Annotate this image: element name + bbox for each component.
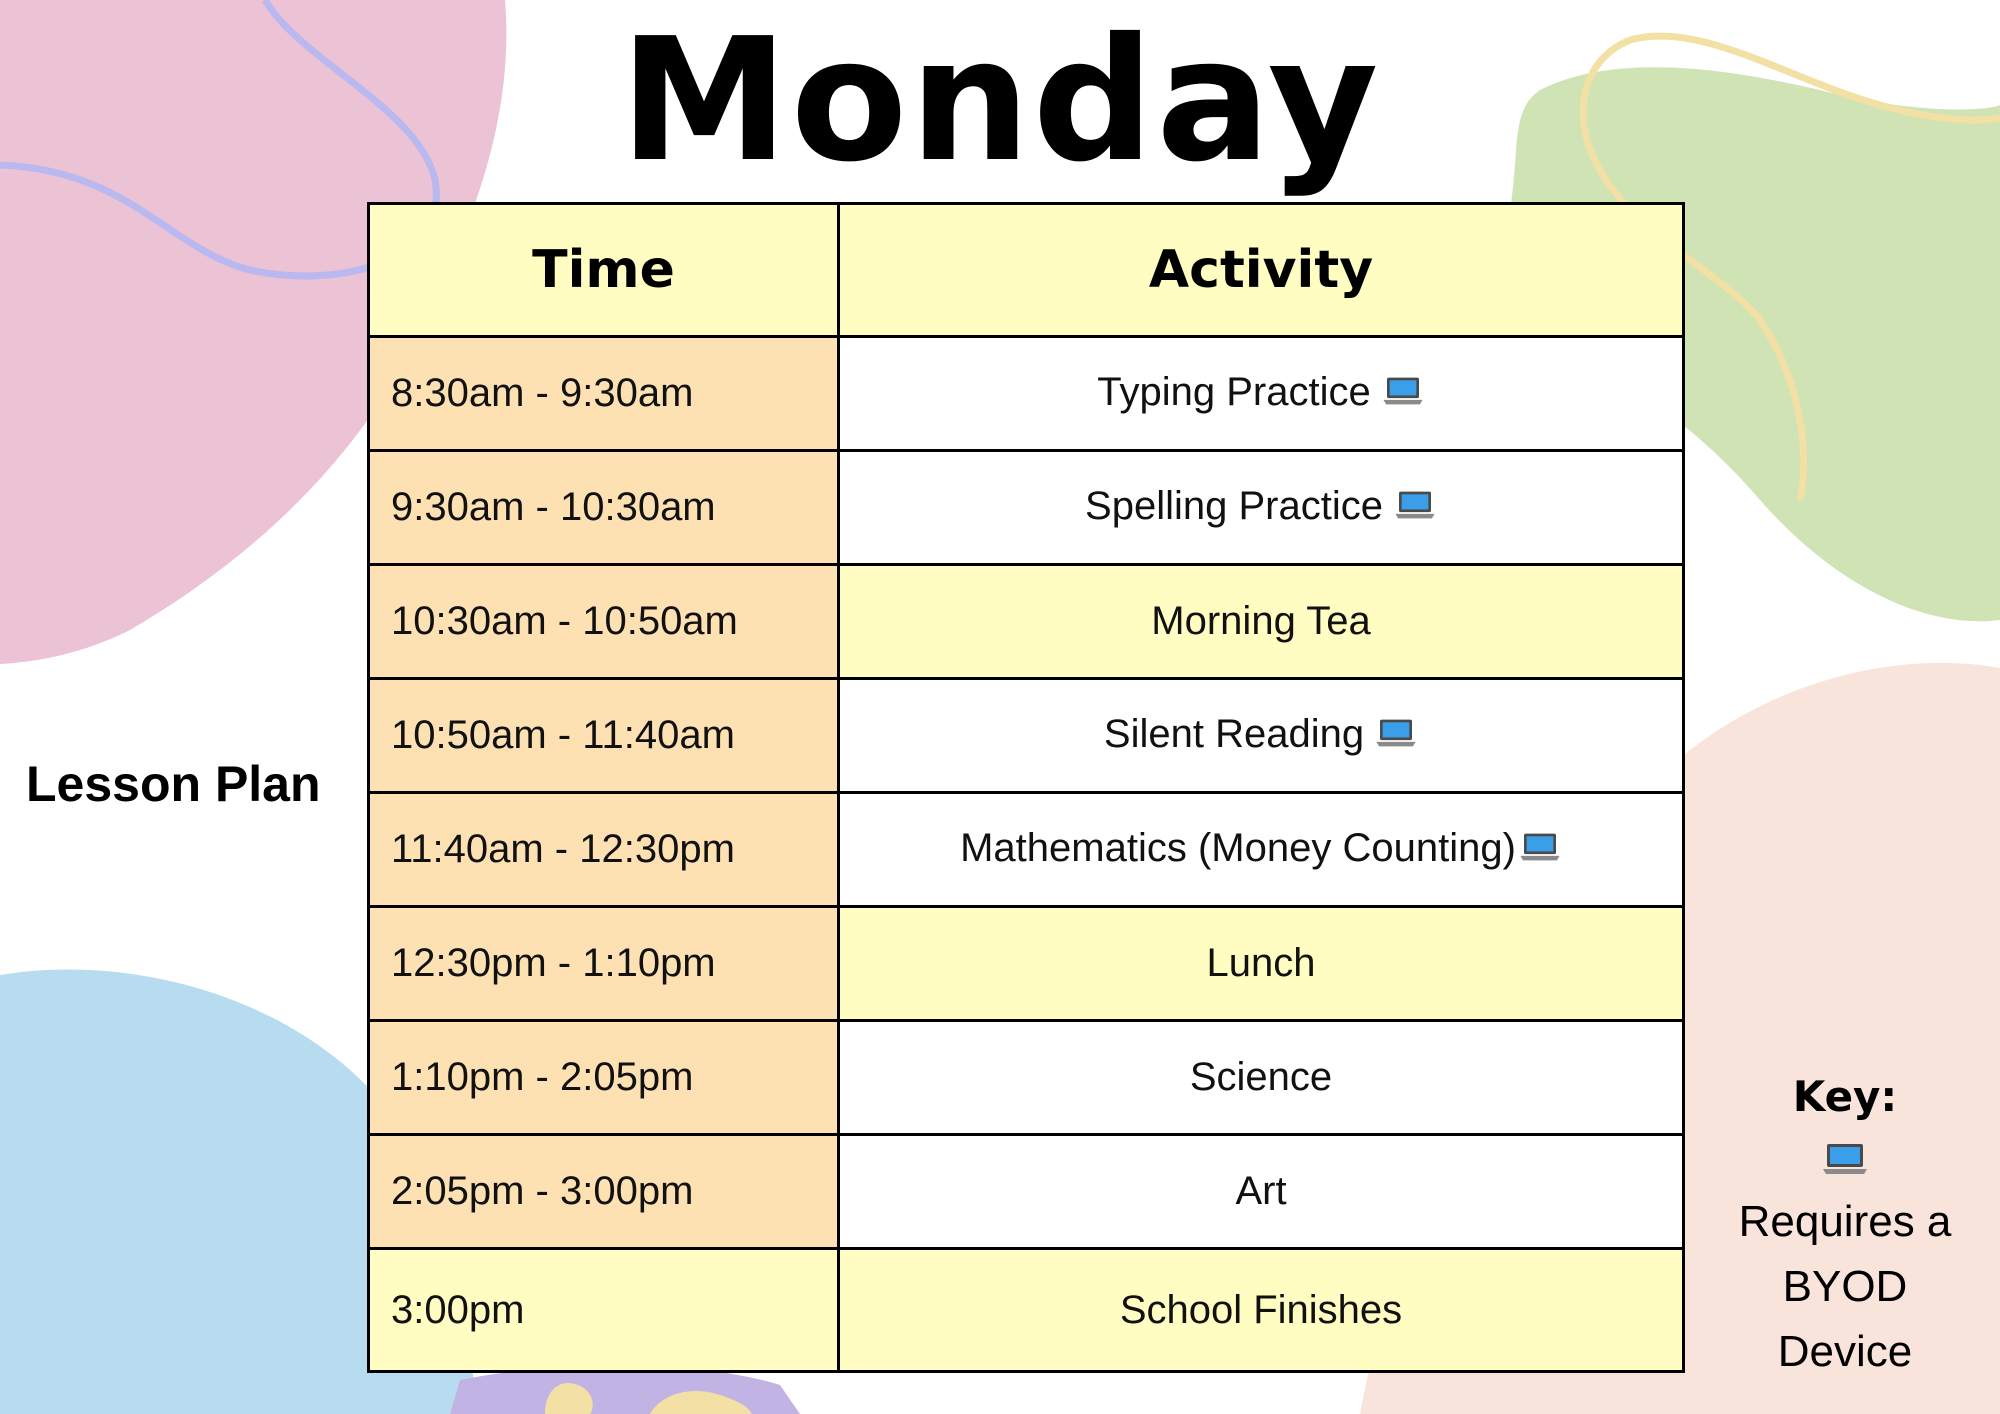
activity-label: Morning Tea bbox=[1151, 599, 1371, 643]
activity-label: Spelling Practice bbox=[1085, 484, 1383, 529]
activity-cell bbox=[839, 793, 1684, 907]
laptop-icon bbox=[1518, 828, 1562, 873]
laptop-icon bbox=[1393, 486, 1437, 531]
laptop-icon bbox=[1374, 714, 1418, 759]
activity-cell bbox=[839, 1135, 1684, 1249]
table-row bbox=[369, 451, 1684, 565]
table-row bbox=[369, 337, 1684, 451]
table-row bbox=[369, 1249, 1684, 1372]
activity-column-header: Activity bbox=[839, 204, 1684, 337]
table-row bbox=[369, 679, 1684, 793]
activity-cell bbox=[839, 337, 1684, 451]
key-legend bbox=[1700, 1065, 1990, 1384]
schedule-table bbox=[367, 202, 1685, 1373]
activity-cell bbox=[839, 1021, 1684, 1135]
time-cell: 11:40am - 12:30pm bbox=[369, 793, 839, 907]
laptop-icon bbox=[1700, 1129, 1990, 1189]
activity-label: Lunch bbox=[1206, 941, 1316, 985]
activity-label: Silent Reading bbox=[1103, 712, 1365, 757]
time-cell: 10:50am - 11:40am bbox=[369, 679, 839, 793]
time-cell: 1:10pm - 2:05pm bbox=[369, 1021, 839, 1135]
table-row bbox=[369, 1135, 1684, 1249]
table-row bbox=[369, 565, 1684, 679]
table-header-row bbox=[369, 204, 1684, 337]
activity-cell bbox=[839, 1249, 1684, 1372]
table-row bbox=[369, 907, 1684, 1021]
activity-cell bbox=[839, 451, 1684, 565]
activity-label: School Finishes bbox=[1119, 1287, 1403, 1332]
activity-label: Art bbox=[1235, 1169, 1287, 1213]
time-cell: 10:30am - 10:50am bbox=[369, 565, 839, 679]
activity-cell bbox=[839, 907, 1684, 1021]
time-column-header: Time bbox=[369, 204, 839, 337]
key-description-line-1: Requires a bbox=[1738, 1197, 1952, 1246]
laptop-icon bbox=[1381, 372, 1425, 417]
activity-label: Mathematics (Money Counting) bbox=[960, 826, 1516, 871]
table-row bbox=[369, 1021, 1684, 1135]
time-cell: 12:30pm - 1:10pm bbox=[369, 907, 839, 1021]
key-title: Key: bbox=[1792, 1072, 1898, 1121]
activity-cell bbox=[839, 565, 1684, 679]
time-cell: 9:30am - 10:30am bbox=[369, 451, 839, 565]
time-cell: 8:30am - 9:30am bbox=[369, 337, 839, 451]
activity-cell bbox=[839, 679, 1684, 793]
table-row bbox=[369, 793, 1684, 907]
time-cell: 3:00pm bbox=[369, 1249, 839, 1372]
page-title: Monday bbox=[619, 2, 1381, 200]
key-description-line-3: Device bbox=[1777, 1327, 1913, 1376]
time-cell: 2:05pm - 3:00pm bbox=[369, 1135, 839, 1249]
key-description-line-2: BYOD bbox=[1782, 1262, 1908, 1311]
activity-label: Science bbox=[1189, 1055, 1333, 1099]
lesson-plan-label: Lesson Plan bbox=[26, 756, 321, 812]
activity-label: Typing Practice bbox=[1097, 370, 1371, 415]
